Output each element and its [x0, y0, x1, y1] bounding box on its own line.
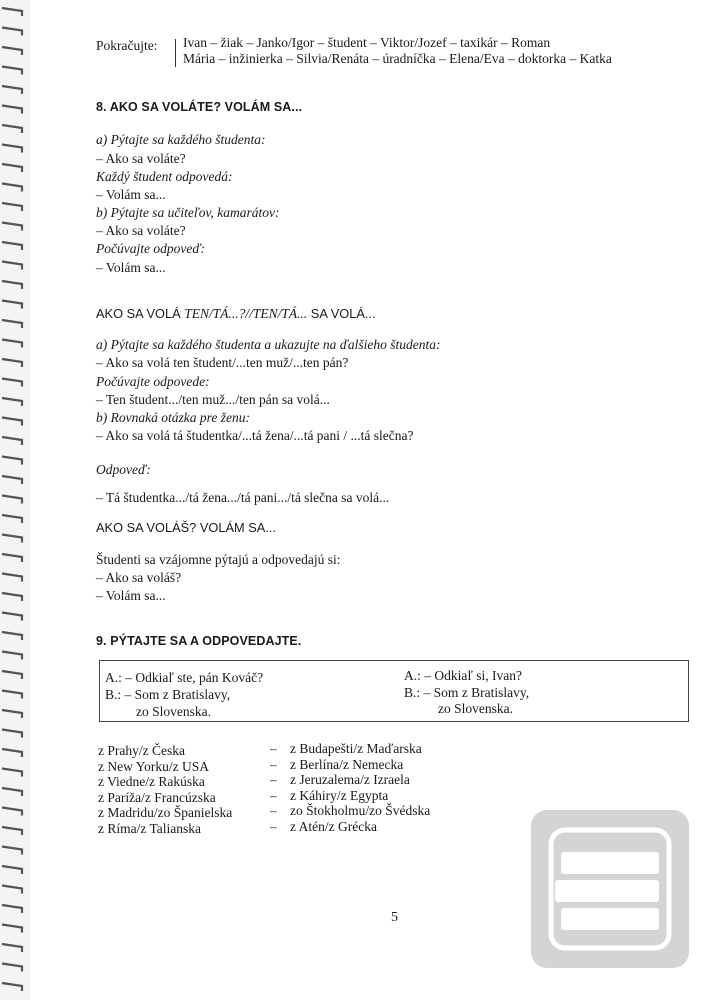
s8-line: Každý študent odpovedá:	[96, 169, 233, 184]
spiral-binding	[0, 0, 30, 1000]
continue-line-2: Mária – inžinierka – Silvia/Renáta – úradníčka – Elena/Eva – doktorka – Katka	[183, 51, 612, 66]
dialog-right-line: zo Slovenska.	[438, 701, 513, 716]
sub-heading-part-c: SA VOLÁ...	[307, 306, 376, 321]
s8-line: – Volám sa...	[96, 187, 166, 202]
dialog-right-line: B.: – Som z Bratislavy,	[404, 685, 530, 700]
s8-line3: Študenti sa vzájomne pýtajú a odpovedajú si:	[96, 552, 341, 567]
place-left: z Madridu/zo Španielska	[98, 805, 233, 820]
place-left: z Ríma/z Talianska	[98, 821, 202, 836]
place-left: z Prahy/z Česka	[98, 743, 185, 758]
answer-line: – Tá študentka.../tá žena.../tá pani.../tá slečna sa volá...	[96, 490, 390, 505]
s8-line: – Volám sa...	[96, 260, 166, 275]
s8-line2: – Ten študent.../ten muž.../ten pán sa volá...	[96, 392, 330, 407]
place-right: z Atén/z Grécka	[290, 819, 377, 834]
page-number: 5	[391, 910, 398, 925]
books-watermark-icon	[531, 810, 689, 968]
dialog-left-line: B.: – Som z Bratislavy,	[105, 687, 231, 702]
sub-heading-ako-sa-vola	[96, 306, 376, 322]
s8-line: b) Pýtajte sa učiteľov, kamarátov:	[96, 205, 280, 220]
continue-label: Pokračujte:	[96, 38, 158, 53]
place-left: z Viedne/z Rakúska	[98, 774, 205, 789]
place-dash: –	[270, 803, 277, 818]
place-dash: –	[270, 757, 277, 772]
place-left: z Paríža/z Francúzska	[98, 790, 216, 805]
place-right: zo Štokholmu/zo Švédska	[290, 803, 431, 818]
continue-line-1: Ivan – žiak – Janko/Igor – študent – Viktor/Jozef – taxikár – Roman	[183, 35, 551, 50]
s8-line2: – Ako sa volá ten študent/...ten muž/...ten pán?	[96, 355, 349, 370]
s8-line2: b) Rovnaká otázka pre ženu:	[96, 410, 250, 425]
place-dash: –	[270, 788, 277, 803]
place-dash: –	[270, 819, 277, 834]
s8-line: – Ako sa voláte?	[96, 223, 186, 238]
place-right: z Káhiry/z Egypta	[290, 788, 389, 803]
dialog-left-line: A.: – Odkiaľ ste, pán Kováč?	[105, 670, 264, 685]
sub-heading-ako-sa-volas: AKO SA VOLÁŠ? VOLÁM SA...	[96, 520, 276, 535]
section-8-heading: 8. AKO SA VOLÁTE? VOLÁM SA...	[96, 100, 303, 114]
place-dash: –	[270, 741, 277, 756]
section-9-heading: 9. PÝTAJTE SA A ODPOVEDAJTE.	[96, 634, 302, 648]
s8-line2: – Ako sa volá tá študentka/...tá žena/...tá pani / ...tá slečna?	[96, 428, 414, 443]
s8-line2: a) Pýtajte sa každého študenta a ukazujte na ďalšieho študenta:	[96, 337, 441, 352]
s8-line2: Počúvajte odpovede:	[96, 374, 210, 389]
sub-heading-part-b: TEN/TÁ...?//TEN/TÁ...	[184, 306, 308, 321]
s8-line3: – Volám sa...	[96, 588, 166, 603]
place-right: z Berlína/z Nemecka	[290, 757, 404, 772]
s8-line: Počúvajte odpoveď:	[96, 241, 206, 256]
answer-label: Odpoveď:	[96, 462, 151, 477]
place-right: z Budapešti/z Maďarska	[290, 741, 422, 756]
place-right: z Jeruzalema/z Izraela	[290, 772, 410, 787]
books-icon	[531, 810, 689, 968]
s8-line3: – Ako sa voláš?	[96, 570, 182, 585]
sub-heading-part-a: AKO SA VOLÁ	[96, 306, 185, 321]
dialog-left-line: zo Slovenska.	[136, 704, 211, 719]
place-dash: –	[270, 772, 277, 787]
place-left: z New Yorku/z USA	[98, 759, 209, 774]
continue-divider	[175, 39, 176, 67]
s8-line: – Ako sa voláte?	[96, 151, 186, 166]
s8-line: a) Pýtajte sa každého študenta:	[96, 132, 266, 147]
dialog-right-line: A.: – Odkiaľ si, Ivan?	[404, 668, 522, 683]
